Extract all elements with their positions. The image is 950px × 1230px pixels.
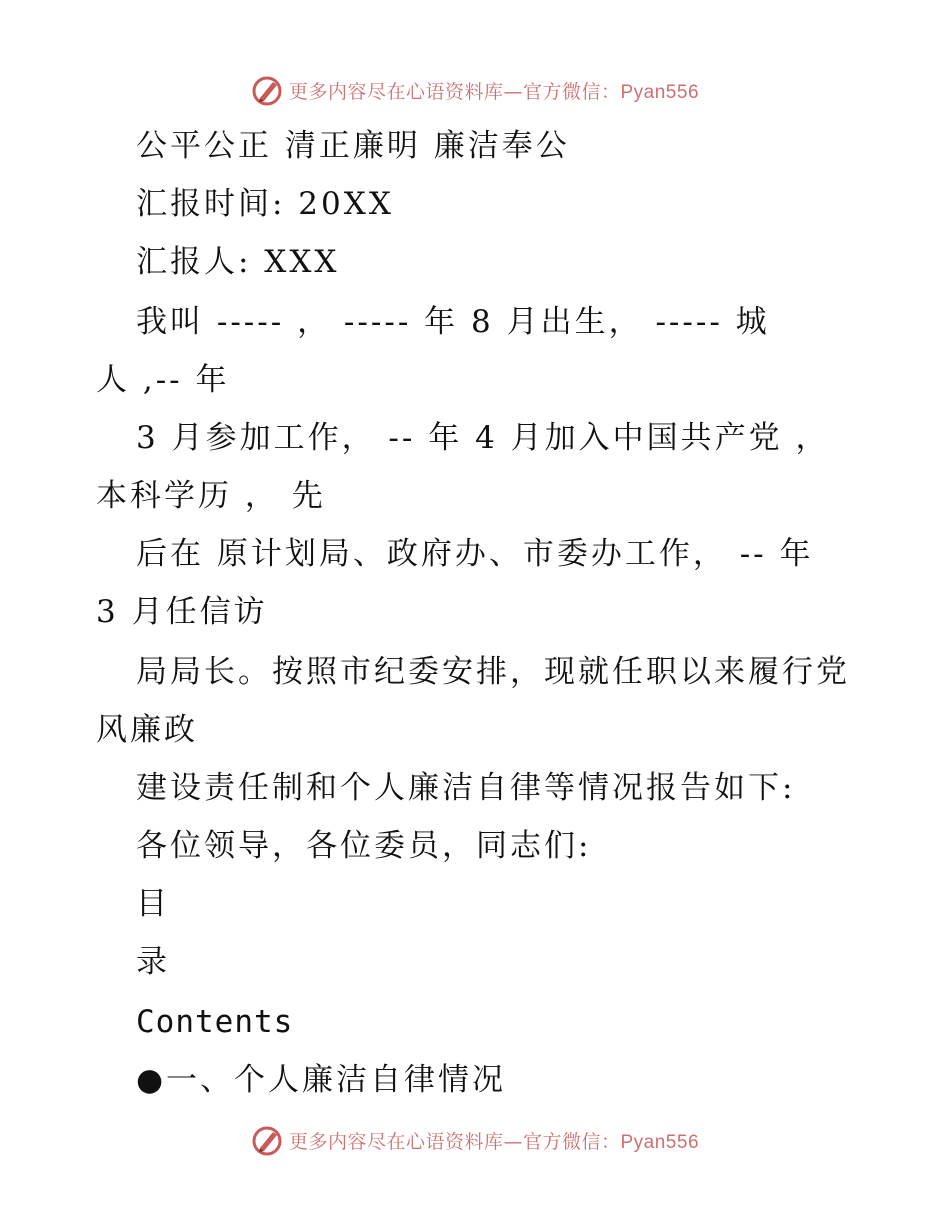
pen-logo-icon xyxy=(251,1124,283,1156)
contents-heading: Contents xyxy=(136,1004,294,1040)
header-watermark xyxy=(0,70,950,110)
toc-heading-part1: 目 xyxy=(136,886,170,922)
body-line: 建设责任制和个人廉洁自律等情况报告如下: xyxy=(136,770,796,806)
toc-heading-part2: 录 xyxy=(136,944,170,980)
body-line: 后在 原计划局、政府办、市委办工作， -- 年 xyxy=(136,536,814,572)
watermark-text: 更多内容尽在心语资料库—官方微信： xyxy=(288,1130,621,1153)
body-line: 本科学历 ， 先 xyxy=(96,478,326,514)
body-line: 风廉政 xyxy=(96,712,198,748)
body-line: 局局长。按照市纪委安排，现就任职以来履行党 xyxy=(136,654,850,690)
report-time-line: 汇报时间: 20XX xyxy=(136,186,394,222)
body-line: 人 ,-- 年 xyxy=(96,362,230,398)
watermark-id: Pyan556 xyxy=(620,1131,700,1153)
pen-logo-icon xyxy=(251,74,283,106)
toc-item: ●一、个人廉洁自律情况 xyxy=(136,1062,507,1098)
motto-line: 公平公正 清正廉明 廉洁奉公 xyxy=(136,128,570,164)
watermark-id: Pyan556 xyxy=(620,81,700,103)
watermark-text: 更多内容尽在心语资料库—官方微信： xyxy=(288,80,621,103)
body-line: 我叫 ----- ， ----- 年 8 月出生， ----- 城 xyxy=(136,304,770,340)
salutation-line: 各位领导，各位委员，同志们: xyxy=(136,828,592,864)
footer-watermark xyxy=(0,1120,950,1160)
body-line: 3 月参加工作， -- 年 4 月加入中国共产党 ， xyxy=(136,420,830,456)
body-line: 3 月任信访 xyxy=(96,594,268,630)
reporter-line: 汇报人: XXX xyxy=(136,244,340,280)
